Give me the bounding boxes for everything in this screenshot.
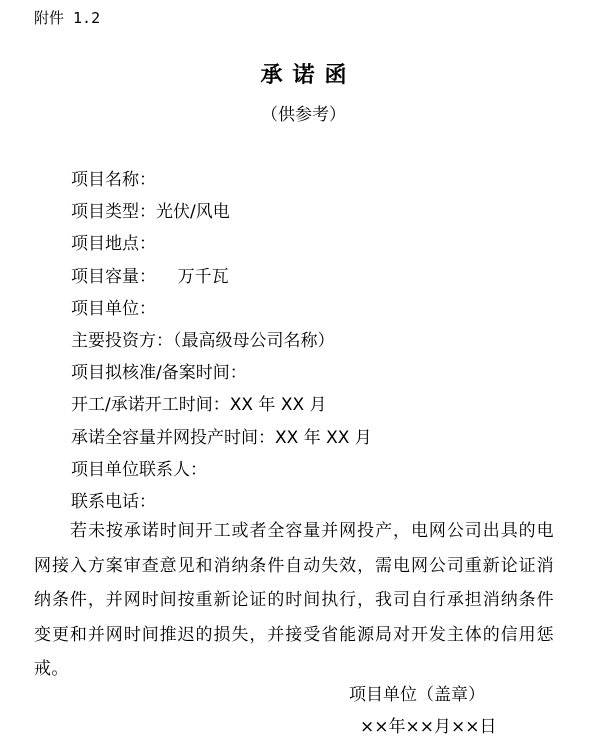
document-subtitle: （供参考） xyxy=(261,105,346,125)
field-value: 光伏/风电 xyxy=(156,202,230,223)
field-value: （最高级母公司名称） xyxy=(173,330,335,351)
field-label: 联系电话： xyxy=(71,491,156,512)
field-project-location xyxy=(71,228,372,260)
field-approval-time xyxy=(71,357,372,389)
field-label: 项目单位： xyxy=(71,298,156,319)
field-label: 主要投资方： xyxy=(71,330,173,351)
field-label: 承诺全容量并网投产时间： xyxy=(71,427,275,448)
field-label: 项目容量： xyxy=(71,266,156,287)
field-project-unit xyxy=(71,293,372,325)
document-title: 承诺函 xyxy=(260,62,357,88)
project-fields xyxy=(71,164,372,518)
field-project-capacity xyxy=(71,261,372,293)
field-project-name xyxy=(71,164,372,196)
signature-unit: 项目单位（盖章） xyxy=(349,685,485,705)
field-label: 项目地点： xyxy=(71,234,156,255)
field-main-investor xyxy=(71,325,372,357)
field-value: XX 年 XX 月 xyxy=(275,427,372,448)
field-project-type xyxy=(71,196,372,228)
field-label: 项目类型： xyxy=(71,202,156,223)
field-start-time xyxy=(71,389,372,421)
attachment-label: 附件 1.2 xyxy=(34,9,101,27)
commitment-paragraph: 若未按承诺时间开工或者全容量并网投产，电网公司出具的电网接入方案审查意见和消纳条件自动失效，需电网公司重新论证消纳条件，并网时间按重新论证的时间执行，我司自行承担消纳条件变更和并网时间推迟的损失，并接受省能源局对开发主体的信用惩戒。 xyxy=(34,521,554,680)
field-label: 项目单位联系人： xyxy=(71,459,207,480)
field-label: 项目拟核准/备案时间： xyxy=(71,363,247,384)
field-label: 开工/承诺开工时间： xyxy=(71,395,230,416)
field-contact-person xyxy=(71,454,372,486)
signature-date: ××年××月××日 xyxy=(360,717,497,737)
field-value: XX 年 XX 月 xyxy=(229,395,327,416)
field-grid-connection-time xyxy=(71,422,372,454)
field-label: 项目名称： xyxy=(71,170,156,190)
field-value: 万千瓦 xyxy=(156,266,229,287)
